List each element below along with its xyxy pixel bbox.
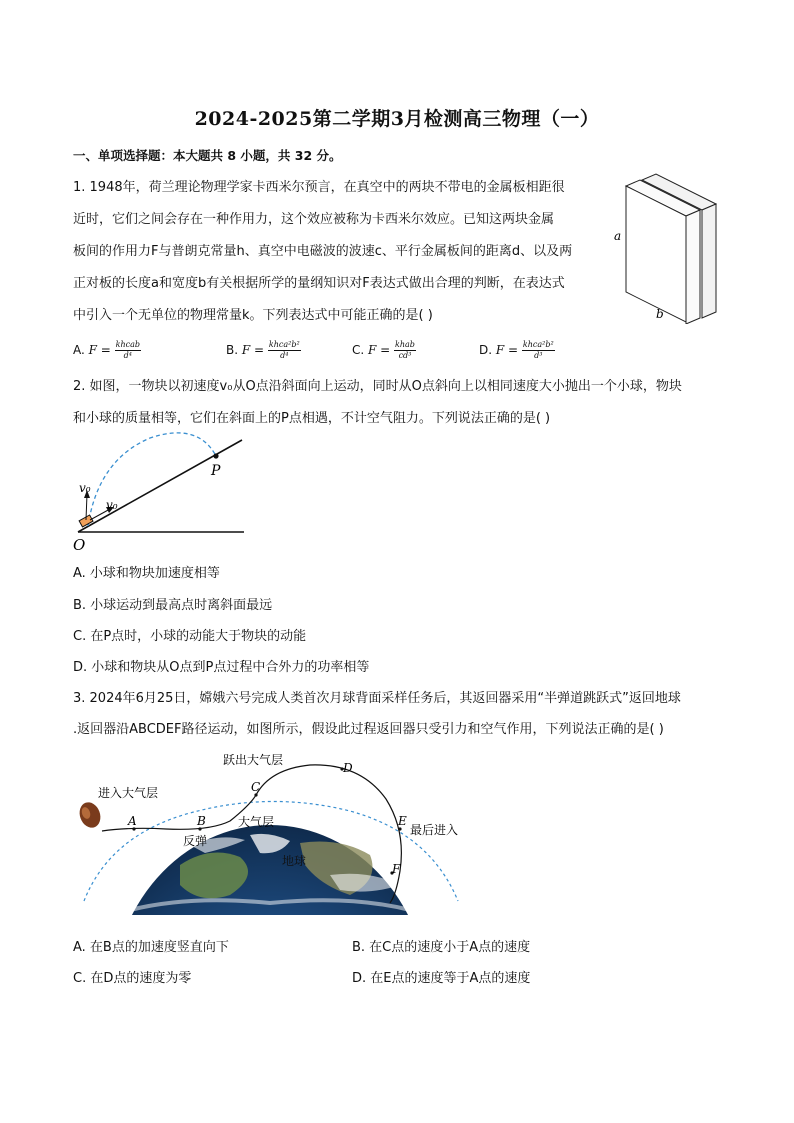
label-skip-out: 跃出大气层: [223, 753, 284, 767]
q3-option-b: B. 在C点的速度小于A点的速度: [352, 940, 531, 955]
q1-option-a: A. F = $\frac{\text{khcab}}{\text{d⁴}}$: [73, 340, 141, 360]
q2-line-2: 和小球的质量相等，它们在斜面上的P点相遇，不计空气阻力。下列说法正确的是( ): [73, 411, 551, 426]
section-heading: 一、单项选择题：本大题共 8 小题，共 32 分。: [73, 148, 342, 163]
q2-incline-figure: [70, 430, 250, 555]
plate-label-a: a: [614, 229, 622, 243]
page-title: 2024-2025第二学期3月检测高三物理（一）: [194, 108, 600, 130]
back-plate-side: [702, 204, 716, 318]
label-c: C: [251, 780, 261, 794]
label-e: E: [398, 814, 407, 828]
q1-line-5: 中引入一个无单位的物理常量k。下列表达式中可能正确的是( ): [73, 308, 433, 323]
label-v-ball: v₀: [79, 481, 91, 495]
q3-line-1: 3. 2024年6月25日，嫦娥六号完成人类首次月球背面采样任务后，其返回器采用“半弹道跳跃式”返回地球: [73, 691, 681, 706]
front-plate-side: [686, 210, 700, 324]
plate-label-b: b: [656, 307, 664, 321]
ball-trajectory: [88, 433, 216, 526]
q2-option-b: B. 小球运动到最高点时离斜面最远: [73, 598, 273, 613]
label-earth: 地球: [282, 854, 307, 868]
q1-option-d: D. F = $\frac{\text{khca²b²}}{\text{d³}}$: [479, 340, 554, 360]
q2-option-d: D. 小球和物块从O点到P点过程中合外力的功率相等: [73, 660, 370, 675]
label-bounce: 反弹: [183, 834, 208, 848]
label-d: D: [343, 761, 353, 775]
q3-option-d: D. 在E点的速度等于A点的速度: [352, 971, 531, 986]
q2-option-a: A. 小球和物块加速度相等: [73, 566, 220, 581]
q1-line-1: 1. 1948年，荷兰理论物理学家卡西米尔预言，在真空中的两块不带电的金属板相距很: [73, 180, 565, 195]
q1-option-b: B. F = $\frac{\text{khca²b²}}{\text{d⁴}}$: [226, 340, 300, 360]
meeting-point: [213, 453, 218, 458]
q1-line-4: 正对板的长度a和宽度b有关根据所学的量纲知识对F表达式做出合理的判断，在表达式: [73, 276, 565, 291]
label-f: F: [392, 862, 401, 876]
q2-line-1: 2. 如图，一物块以初速度v₀从O点沿斜面向上运动，同时从O点斜向上以相同速度大小抛出一个小球，物块: [73, 379, 682, 394]
label-v-block: v₀: [106, 498, 118, 512]
capsule-icon: [76, 799, 104, 830]
q3-option-a: A. 在B点的加速度竖直向下: [73, 940, 229, 955]
earth: [110, 825, 430, 917]
q3-line-2: .返回器沿ABCDEF路径运动，如图所示，假设此过程返回器只受引力和空气作用，下列说法正确的是( ): [73, 722, 664, 737]
label-a: A: [128, 814, 137, 828]
label-p: P: [211, 463, 221, 479]
q1-line-2: 近时，它们之间会存在一种作用力，这个效应被称为卡西米尔效应。已知这两块金属: [73, 212, 555, 227]
incline-line: [78, 440, 242, 532]
label-o: O: [73, 536, 86, 554]
q3-earth-figure: [70, 745, 470, 917]
q2-option-c: C. 在P点时，小球的动能大于物块的动能: [73, 629, 307, 644]
q3-option-c: C. 在D点的速度为零: [73, 971, 192, 986]
q1-plates-figure: [612, 172, 728, 324]
q1-option-c: C. F = $\frac{\text{khab}}{\text{cd³}}$: [352, 340, 415, 360]
label-enter-atmosphere: 进入大气层: [98, 786, 159, 800]
label-final-entry: 最后进入: [410, 823, 459, 837]
label-b: B: [197, 814, 206, 828]
q1-line-3: 板间的作用力F与普朗克常量h、真空中电磁波的波速c、平行金属板间的距离d、以及两: [73, 244, 573, 259]
label-atmosphere: 大气层: [238, 815, 275, 829]
